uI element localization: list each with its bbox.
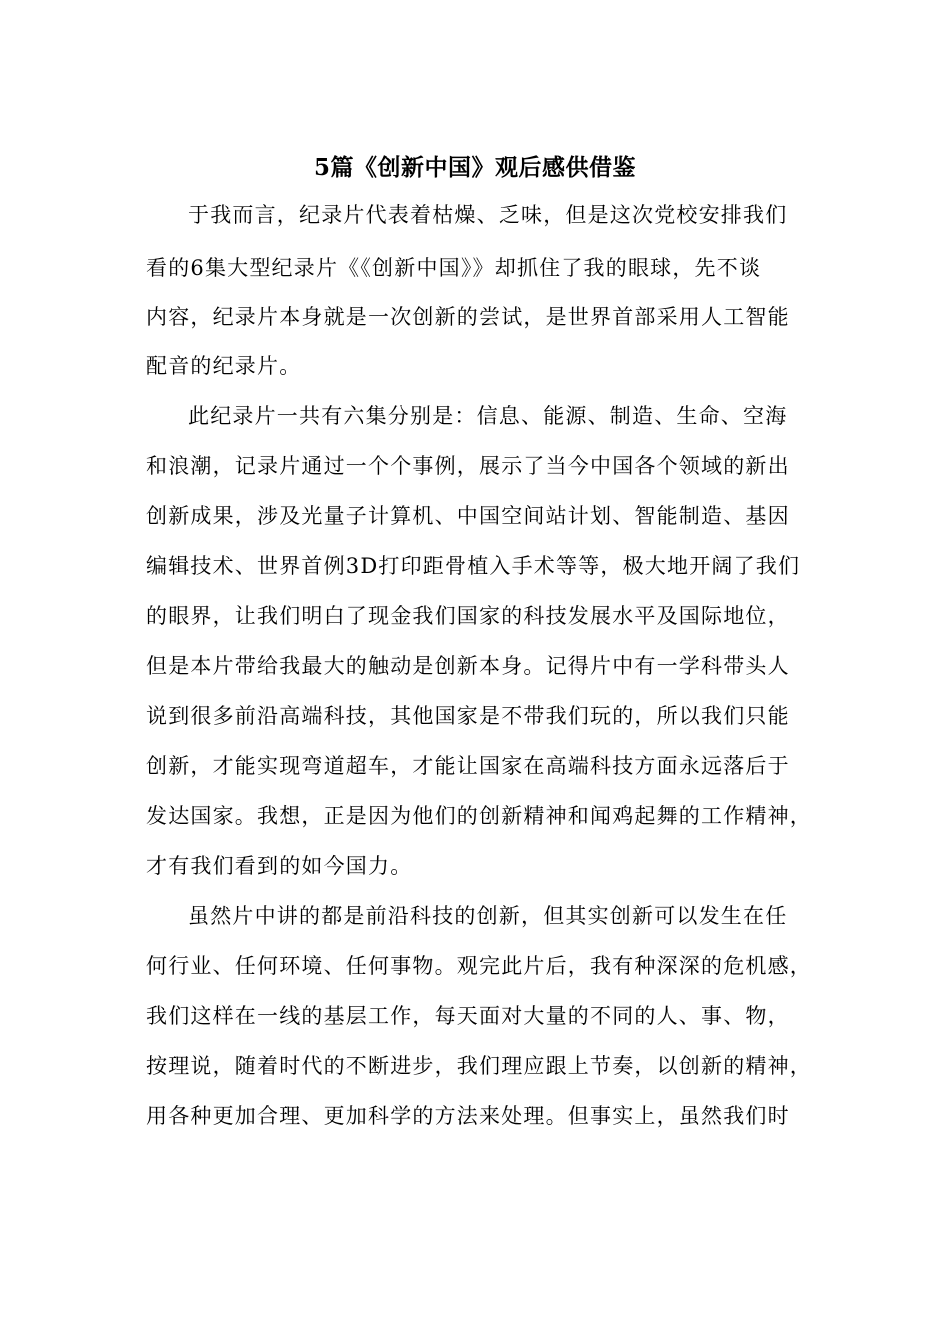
text-line-7: 创新成果，涉及光量子计算机、中国空间站计划、智能制造、基因 <box>146 504 790 528</box>
text-line-9: 的眼界，让我们明白了现金我们国家的科技发展水平及国际地位， <box>146 604 790 628</box>
text-line-6: 和浪潮，记录片通过一个个事例，展示了当今中国各个领域的新出 <box>146 454 790 478</box>
text-line-16: 何行业、任何环境、任何事物。观完此片后，我有种深深的危机感， <box>146 954 812 978</box>
text-line-19: 用各种更加合理、更加科学的方法来处理。但事实上，虽然我们时 <box>146 1104 790 1128</box>
text-line-17: 我们这样在一线的基层工作，每天面对大量的不同的人、事、物， <box>146 1004 790 1028</box>
text-line-11: 说到很多前沿高端科技，其他国家是不带我们玩的，所以我们只能 <box>146 704 790 728</box>
text-line-13: 发达国家。我想，正是因为他们的创新精神和闻鸡起舞的工作精神， <box>146 804 812 828</box>
text-line-4: 配音的纪录片。 <box>146 354 302 378</box>
text-line-2: 看的6集大型纪录片《《创新中国》》却抓住了我的眼球，先不谈 <box>146 256 762 280</box>
text-line-18: 按理说，随着时代的不断进步，我们理应跟上节奏，以创新的精神， <box>146 1054 812 1078</box>
text-line-12: 创新，才能实现弯道超车，才能让国家在高端科技方面永远落后于 <box>146 754 790 778</box>
text-line-3: 内容，纪录片本身就是一次创新的尝试，是世界首部采用人工智能 <box>146 305 790 329</box>
text-line-14: 才有我们看到的如今国力。 <box>146 854 413 878</box>
text-line-15: 虽然片中讲的都是前沿科技的创新，但其实创新可以发生在任 <box>188 904 788 928</box>
text-line-10: 但是本片带给我最大的触动是创新本身。记得片中有一学科带头人 <box>146 654 790 678</box>
text-line-8: 编辑技术、世界首例3D打印距骨植入手术等等，极大地开阔了我们 <box>146 554 801 578</box>
text-line-5: 此纪录片一共有六集分别是：信息、能源、制造、生命、空海 <box>188 404 788 428</box>
text-line-1: 于我而言，纪录片代表着枯燥、乏味，但是这次党校安排我们 <box>188 203 788 227</box>
document-title: 5篇《创新中国》观后感供借鉴 <box>313 154 636 181</box>
